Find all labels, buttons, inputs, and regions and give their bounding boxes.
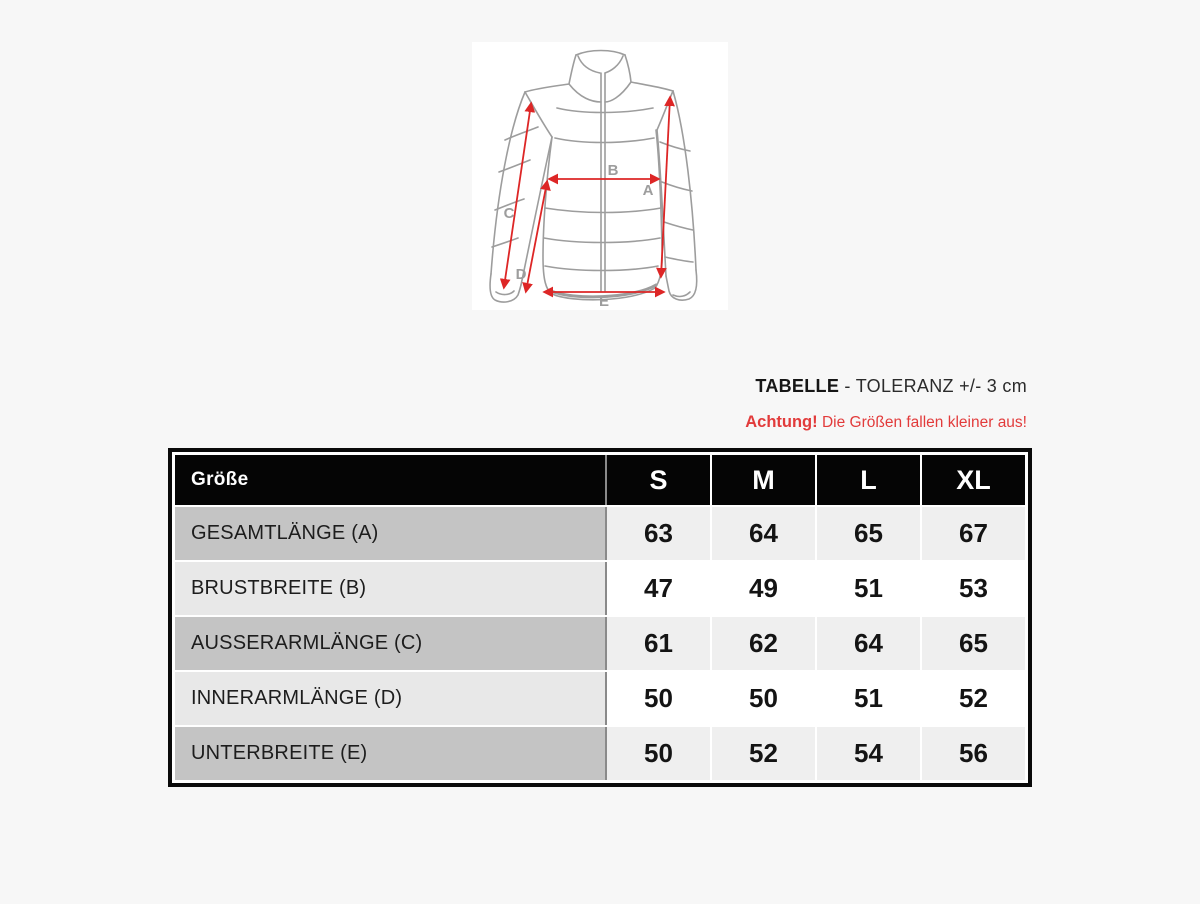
row-label-gesamtlaenge: GESAMTLÄNGE (A) — [175, 507, 607, 560]
value-innerarmlaenge-xl: 52 — [922, 672, 1025, 725]
size-guide-content — [168, 376, 1032, 787]
table-header-size-l: L — [817, 455, 922, 505]
row-label-ausserarmlaenge: AUSSERARMLÄNGE (C) — [175, 617, 607, 670]
tolerance-note-text: - TOLERANZ +/- 3 cm — [839, 376, 1027, 396]
value-unterbreite-xl: 56 — [922, 727, 1025, 780]
tolerance-note-title: TABELLE — [755, 376, 840, 396]
tolerance-note — [168, 376, 1032, 397]
value-gesamtlaenge-m: 64 — [712, 507, 817, 560]
value-unterbreite-s: 50 — [607, 727, 712, 780]
table-header-size-xl: XL — [922, 455, 1025, 505]
size-table — [168, 448, 1032, 787]
value-ausserarmlaenge-l: 64 — [817, 617, 922, 670]
table-header-groesse: Größe — [175, 455, 607, 505]
value-gesamtlaenge-xl: 67 — [922, 507, 1025, 560]
arrow-a — [661, 98, 670, 276]
value-brustbreite-s: 47 — [607, 562, 712, 615]
value-gesamtlaenge-s: 63 — [607, 507, 712, 560]
letter-b: B — [607, 162, 619, 179]
table-header-size-m: M — [712, 455, 817, 505]
row-label-innerarmlaenge: INNERARMLÄNGE (D) — [175, 672, 607, 725]
value-unterbreite-m: 52 — [712, 727, 817, 780]
value-brustbreite-m: 49 — [712, 562, 817, 615]
attention-note-title: Achtung! — [745, 413, 818, 431]
jacket-diagram-svg — [472, 42, 728, 310]
letter-d: D — [515, 266, 527, 283]
attention-note-text: Die Größen fallen kleiner aus! — [817, 414, 1027, 431]
value-ausserarmlaenge-m: 62 — [712, 617, 817, 670]
value-brustbreite-l: 51 — [817, 562, 922, 615]
value-ausserarmlaenge-xl: 65 — [922, 617, 1025, 670]
table-header-size-s: S — [607, 455, 712, 505]
value-gesamtlaenge-l: 65 — [817, 507, 922, 560]
value-ausserarmlaenge-s: 61 — [607, 617, 712, 670]
jacket-measurement-diagram — [472, 42, 728, 310]
letter-e: E — [598, 293, 610, 310]
value-innerarmlaenge-l: 51 — [817, 672, 922, 725]
letter-a: A — [642, 182, 654, 199]
value-brustbreite-xl: 53 — [922, 562, 1025, 615]
value-innerarmlaenge-m: 50 — [712, 672, 817, 725]
attention-note — [168, 413, 1032, 432]
value-innerarmlaenge-s: 50 — [607, 672, 712, 725]
letter-c: C — [503, 205, 515, 222]
value-unterbreite-l: 54 — [817, 727, 922, 780]
row-label-brustbreite: BRUSTBREITE (B) — [175, 562, 607, 615]
row-label-unterbreite: UNTERBREITE (E) — [175, 727, 607, 780]
